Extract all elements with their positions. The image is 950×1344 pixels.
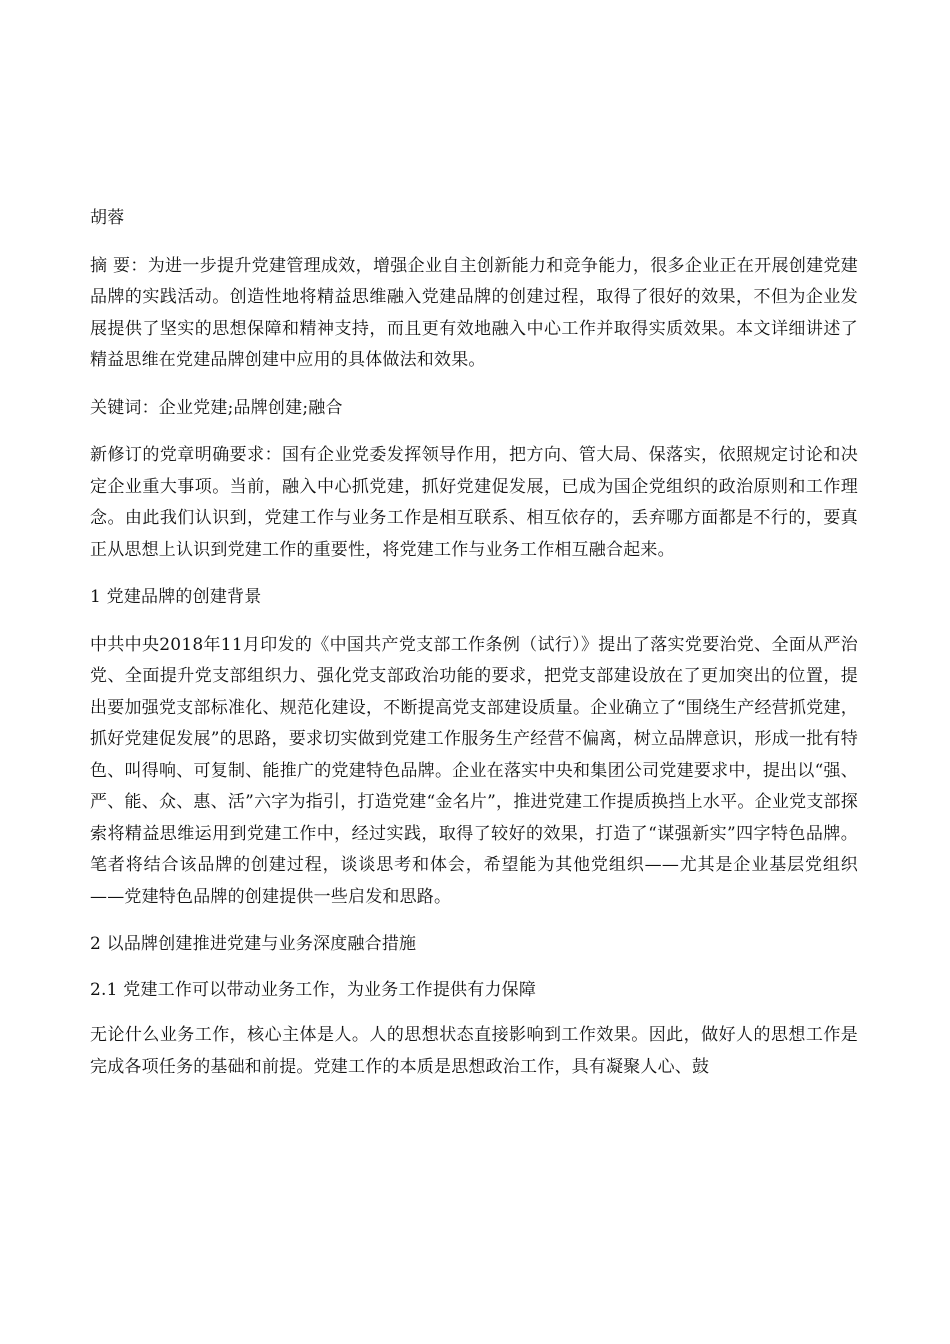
section-1-heading: 1 党建品牌的创建背景 (90, 587, 262, 607)
section-2-1-heading: 2.1 党建工作可以带动业务工作，为业务工作提供有力保障 (90, 979, 537, 1000)
document-page (90, 203, 858, 1083)
keywords-line: 关键词：企业党建;品牌创建;融合 (90, 397, 343, 418)
intro-paragraph: 新修订的党章明确要求：国有企业党委发挥领导作用，把方向、管大局、保落实，依照规定讨论和决定企业重大事项。当前，融入中心抓党建，抓好党建促发展，已成为国企党组织的政治原则和工作理念。由此我们认识到，党建工作与业务工作是相互联系、相互依存的，丢弃哪方面都是不行的，要真正从思想上认识到党建工作的重要性，将党建工作与业务工作相互融合起来。 (90, 445, 858, 560)
section-2-1-body: 无论什么业务工作，核心主体是人。人的思想状态直接影响到工作效果。因此，做好人的思想工作是完成各项任务的基础和前提。党建工作的本质是思想政治工作，具有凝聚人心、鼓 (90, 1025, 858, 1077)
author-name: 胡蓉 (90, 208, 125, 228)
section-2-heading: 2 以品牌创建推进党建与业务深度融合措施 (90, 934, 417, 954)
section-1-body: 中共中央2018年11月印发的《中国共产党支部工作条例（试行）》提出了落实党要治党、全面从严治党、全面提升党支部组织力、强化党支部政治功能的要求，把党支部建设放在了更加突出的位置，提出要加强党支部标准化、规范化建设，不断提高党支部建设质量。企业确立了“围绕生产经营抓党建，抓好党建促发展”的思路，要求切实做到党建工作服务生产经营不偏离，树立品牌意识，形成一批有特色、叫得响、可复制、能推广的党建特色品牌。企业在落实中央和集团公司党建要求中，提出以“强、严、能、众、惠、活”六字为指引，打造党建“金名片”，推进党建工作提质换挡上水平。企业党支部探索将精益思维运用到党建工作中，经过实践，取得了较好的效果，打造了“谋强新实”四字特色品牌。笔者将结合该品牌的创建过程，谈谈思考和体会，希望能为其他党组织——尤其是企业基层党组织——党建特色品牌的创建提供一些启发和思路。 (90, 634, 858, 907)
abstract-paragraph: 摘 要：为进一步提升党建管理成效，增强企业自主创新能力和竞争能力，很多企业正在开展创建党建品牌的实践活动。创造性地将精益思维融入党建品牌的创建过程，取得了很好的效果，不但为企业发展提供了坚实的思想保障和精神支持，而且更有效地融入中心工作并取得实质效果。本文详细讲述了精益思维在党建品牌创建中应用的具体做法和效果。 (90, 255, 858, 370)
